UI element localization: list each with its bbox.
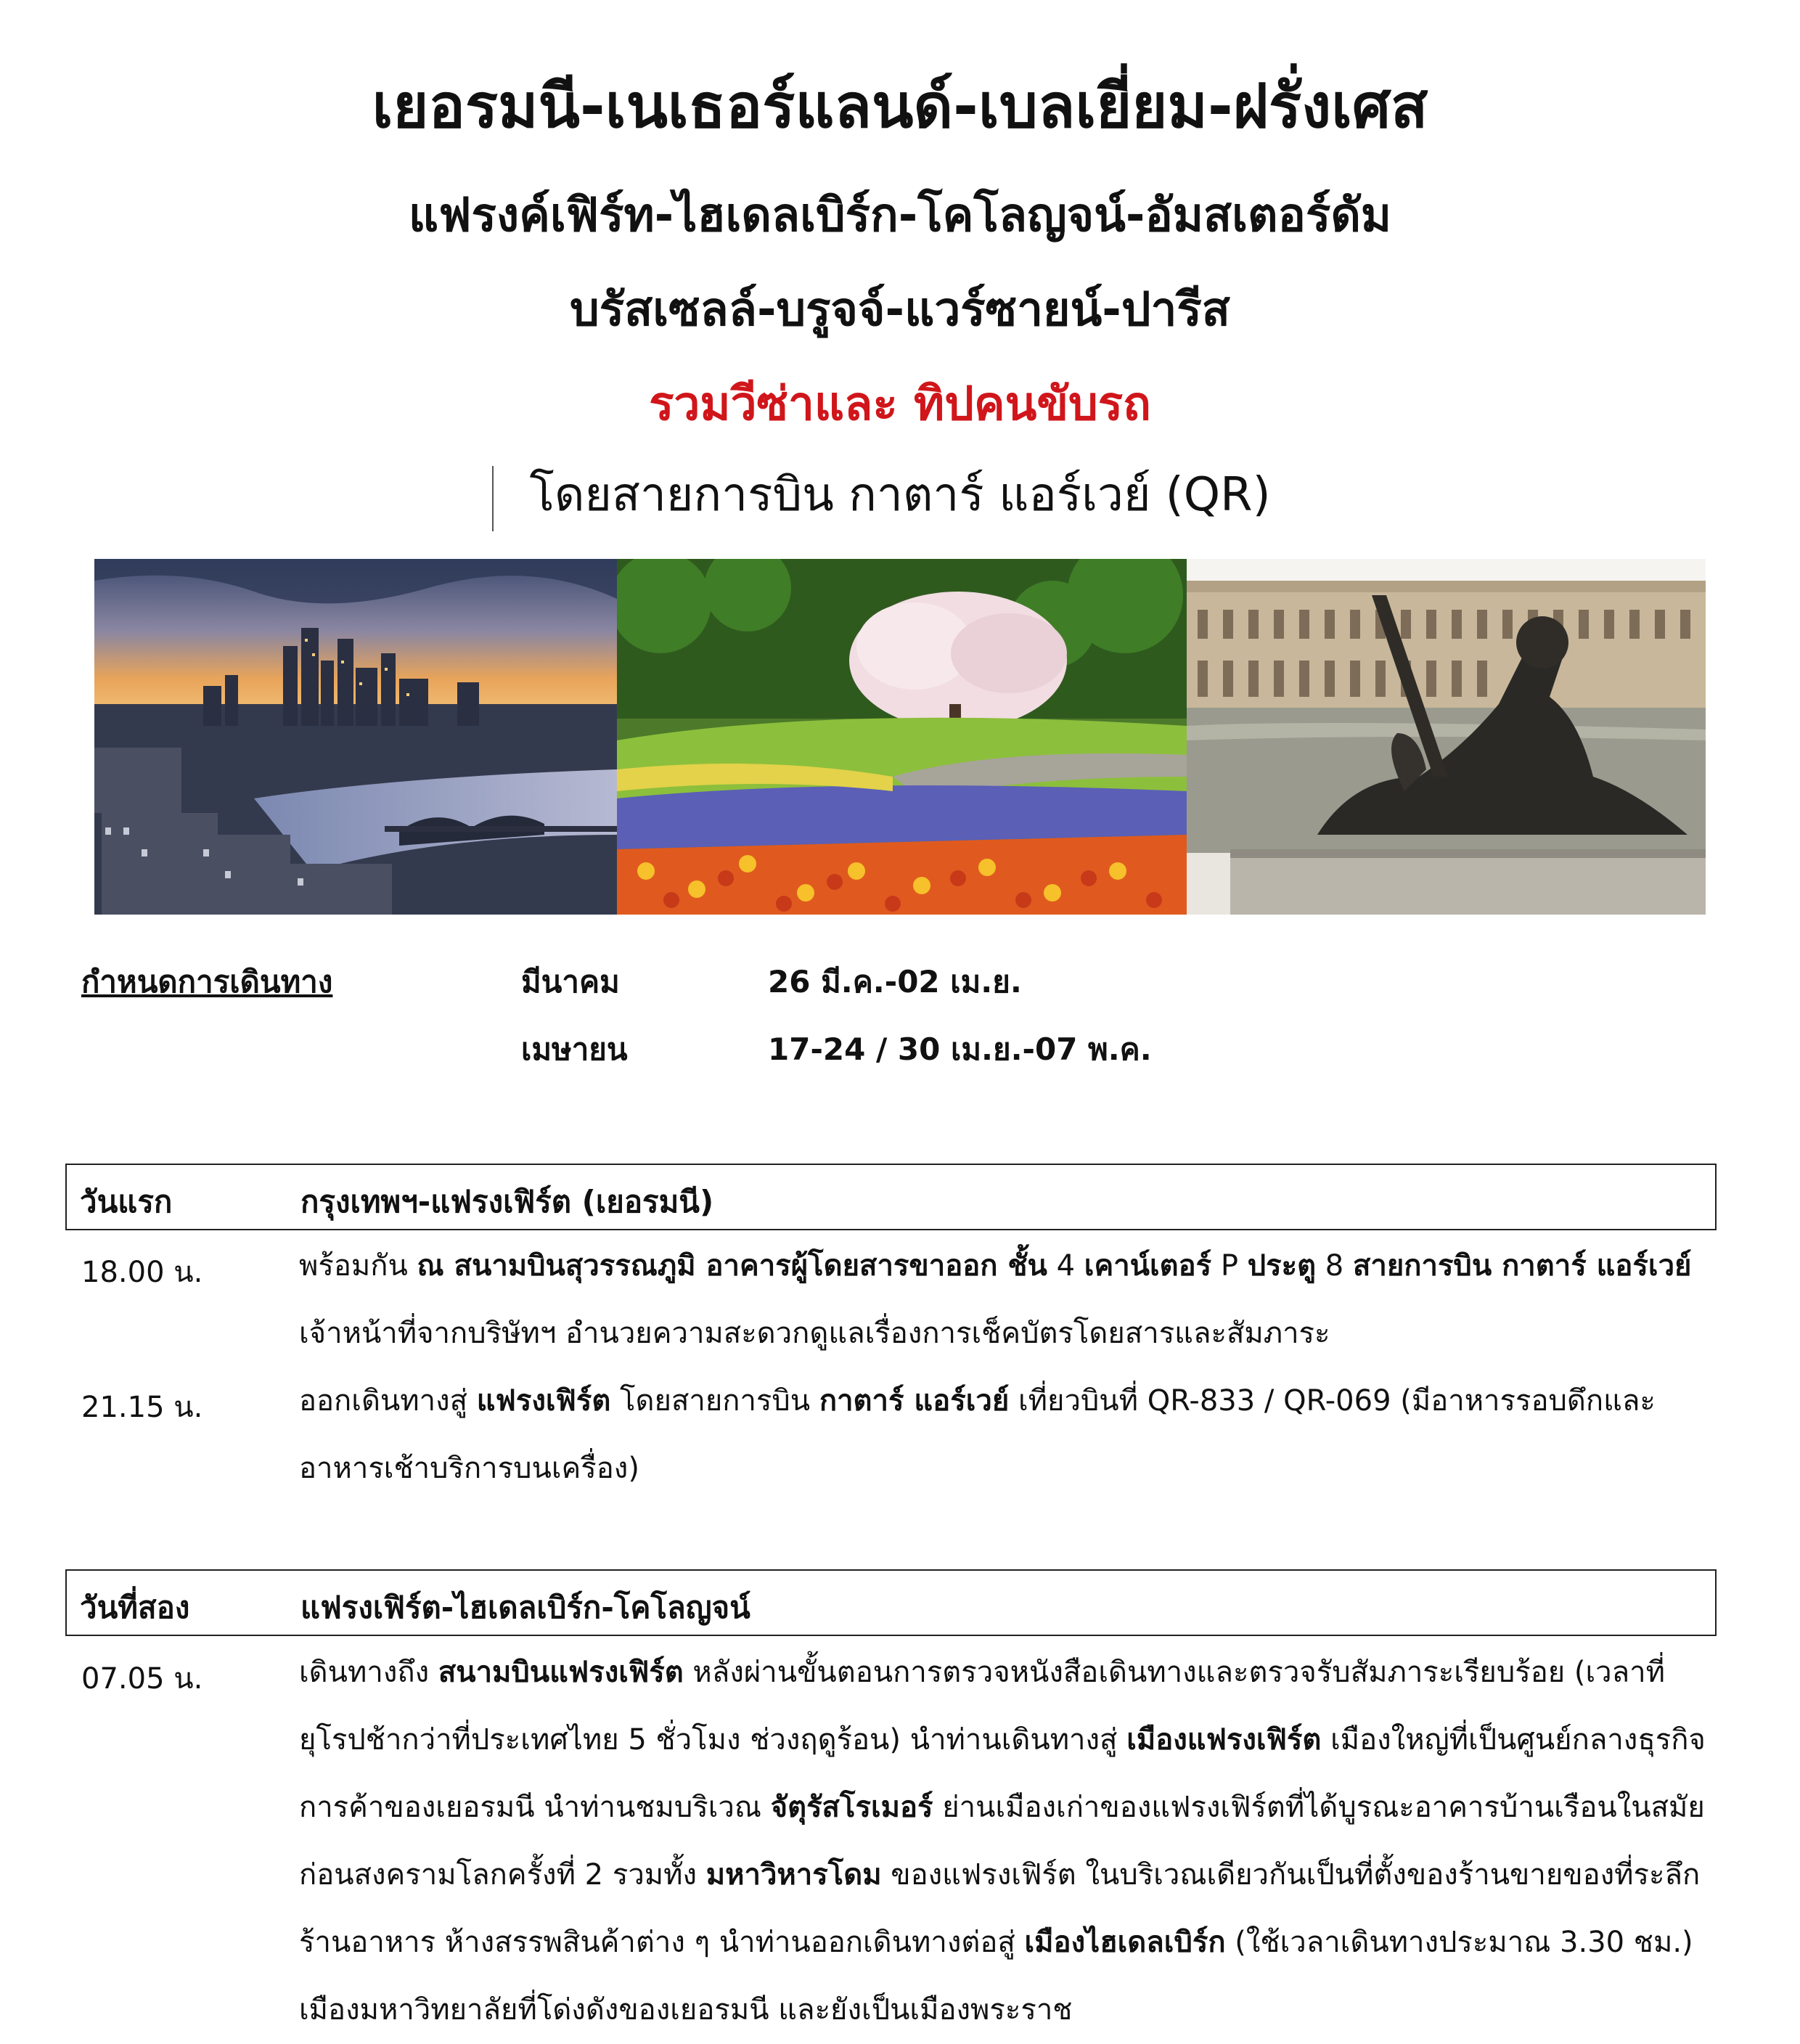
versailles-palace-statue-photo bbox=[1187, 559, 1706, 915]
body-text: 8 bbox=[1316, 1249, 1353, 1283]
day-header bbox=[65, 1164, 1717, 1230]
emphasis-text: เคาน์เตอร์ bbox=[1084, 1249, 1212, 1283]
emphasis-text: แฟรงเฟิร์ต bbox=[476, 1384, 611, 1418]
body-text: เดินทางถึง bbox=[299, 1656, 438, 1689]
body-text: เที่ยวบินที่ QR-833 / QR-069 (มีอาหารรอบดึกและอาหารเช้าบริการบนเครื่อง) bbox=[299, 1384, 1656, 1485]
emphasis-text: สายการบิน กาตาร์ แอร์เวย์ bbox=[1352, 1249, 1692, 1283]
body-text: เจ้าหน้าที่จากบริษัทฯ อำนวยความสะดวกดูแลเรื่องการเช็คบัตรโดยสารและสัมภาระ bbox=[299, 1317, 1330, 1350]
day-route: แฟรงเฟิร์ต-ไฮเดลเบิร์ก-โคโลญจน์ bbox=[300, 1590, 750, 1625]
day-label: วันที่สอง bbox=[80, 1590, 190, 1625]
body-text: ย่านเมืองเก่าของแฟรงเฟิร์ตที่ได้บูรณะอาคารบ้านเรือนในสมัยก่อนสงครามโลกครั้งที่ 2 รวมทั้ง bbox=[299, 1791, 1705, 1892]
entry-time: 07.05 น. bbox=[81, 1662, 203, 1696]
route-line-1: แฟรงค์เฟิร์ท-ไฮเดลเบิร์ก-โคโลญจน์-อัมสเตอร์ดัม bbox=[408, 189, 1392, 242]
day-header bbox=[65, 1569, 1717, 1636]
entry-text bbox=[299, 1232, 1714, 1368]
schedule-month: มีนาคม bbox=[521, 964, 620, 999]
emphasis-text: เมืองแฟรงเฟิร์ต bbox=[1126, 1723, 1322, 1757]
emphasis-text: เมืองไฮเดลเบิร์ก bbox=[1024, 1926, 1226, 1959]
day-label: วันแรก bbox=[80, 1184, 173, 1219]
frankfurt-skyline-photo bbox=[94, 559, 617, 915]
route-line-2: บรัสเซลล์-บรูจจ์-แวร์ซายน์-ปารีส bbox=[570, 283, 1230, 337]
schedule-dates: 26 มี.ค.-02 เม.ย. bbox=[768, 964, 1022, 999]
body-text: พร้อมกัน bbox=[299, 1249, 417, 1283]
entry-time: 18.00 น. bbox=[81, 1256, 203, 1289]
tulip-garden-photo bbox=[617, 559, 1187, 915]
schedule-month: เมษายน bbox=[521, 1031, 628, 1067]
emphasis-text: ประตู bbox=[1247, 1249, 1317, 1283]
tour-title: เยอรมนี-เนเธอร์แลนด์-เบลเยี่ยม-ฝรั่งเศส bbox=[372, 70, 1428, 142]
emphasis-text: สนามบินแฟรงเฟิร์ต bbox=[438, 1656, 684, 1689]
body-text: (ใช้เวลาเดินทางประมาณ 3.30 ชม.) เมืองมหาวิทยาลัยที่โด่งดังของเยอรมนี และยังเป็นเมืองพระราช bbox=[299, 1926, 1693, 2027]
entry-time: 21.15 น. bbox=[81, 1391, 203, 1424]
airline-line: โดยสายการบิน กาตาร์ แอร์เวย์ (QR) bbox=[529, 468, 1271, 522]
body-text: ออกเดินทางสู่ bbox=[299, 1384, 477, 1418]
body-text: ของแฟรงเฟิร์ต ในบริเวณเดียวกันเป็นที่ตั้งของร้านขายของที่ระลึก ร้านอาหาร ห้างสรรพสินค้าต่าง ๆ นำท่านออกเดินทางต่อสู่ bbox=[299, 1858, 1701, 1959]
body-text: P bbox=[1211, 1249, 1248, 1283]
emphasis-text: ณ สนามบินสุวรรณภูมิ อาคารผู้โดยสารขาออก ชั้น bbox=[417, 1249, 1047, 1283]
emphasis-text: กาตาร์ แอร์เวย์ bbox=[819, 1384, 1010, 1418]
body-text: โดยสายการบิน bbox=[610, 1384, 819, 1418]
body-text: 4 bbox=[1047, 1249, 1084, 1283]
emphasis-text: มหาวิหารโดม bbox=[705, 1858, 882, 1892]
emphasis-text: จัตุรัสโรเมอร์ bbox=[770, 1791, 933, 1824]
schedule-label: กำหนดการเดินทาง bbox=[81, 964, 333, 999]
body-text: หลังผ่านขั้นตอนการตรวจหนังสือเดินทางและตรวจรับสัมภาระเรียบร้อย (เวลาที่ยุโรปช้ากว่าที่ประเทศไทย 5 ชั่วโมง ช่วงฤดูร้อน) นำท่านเดินทางสู่ bbox=[299, 1656, 1665, 1757]
text-cursor bbox=[492, 466, 494, 531]
day-route: กรุงเทพฯ-แฟรงเฟิร์ต (เยอรมนี) bbox=[300, 1184, 714, 1219]
entry-text bbox=[299, 1639, 1714, 2044]
entry-text bbox=[299, 1368, 1714, 1503]
highlight-line: รวมวีซ่าและ ทิปคนขับรถ bbox=[649, 377, 1151, 431]
body-text: เมืองใหญ่ที่เป็นศูนย์กลางธุรกิจการค้าของเยอรมนี นำท่านชมบริเวณ bbox=[299, 1723, 1706, 1824]
schedule-dates: 17-24 / 30 เม.ย.-07 พ.ค. bbox=[768, 1031, 1152, 1067]
